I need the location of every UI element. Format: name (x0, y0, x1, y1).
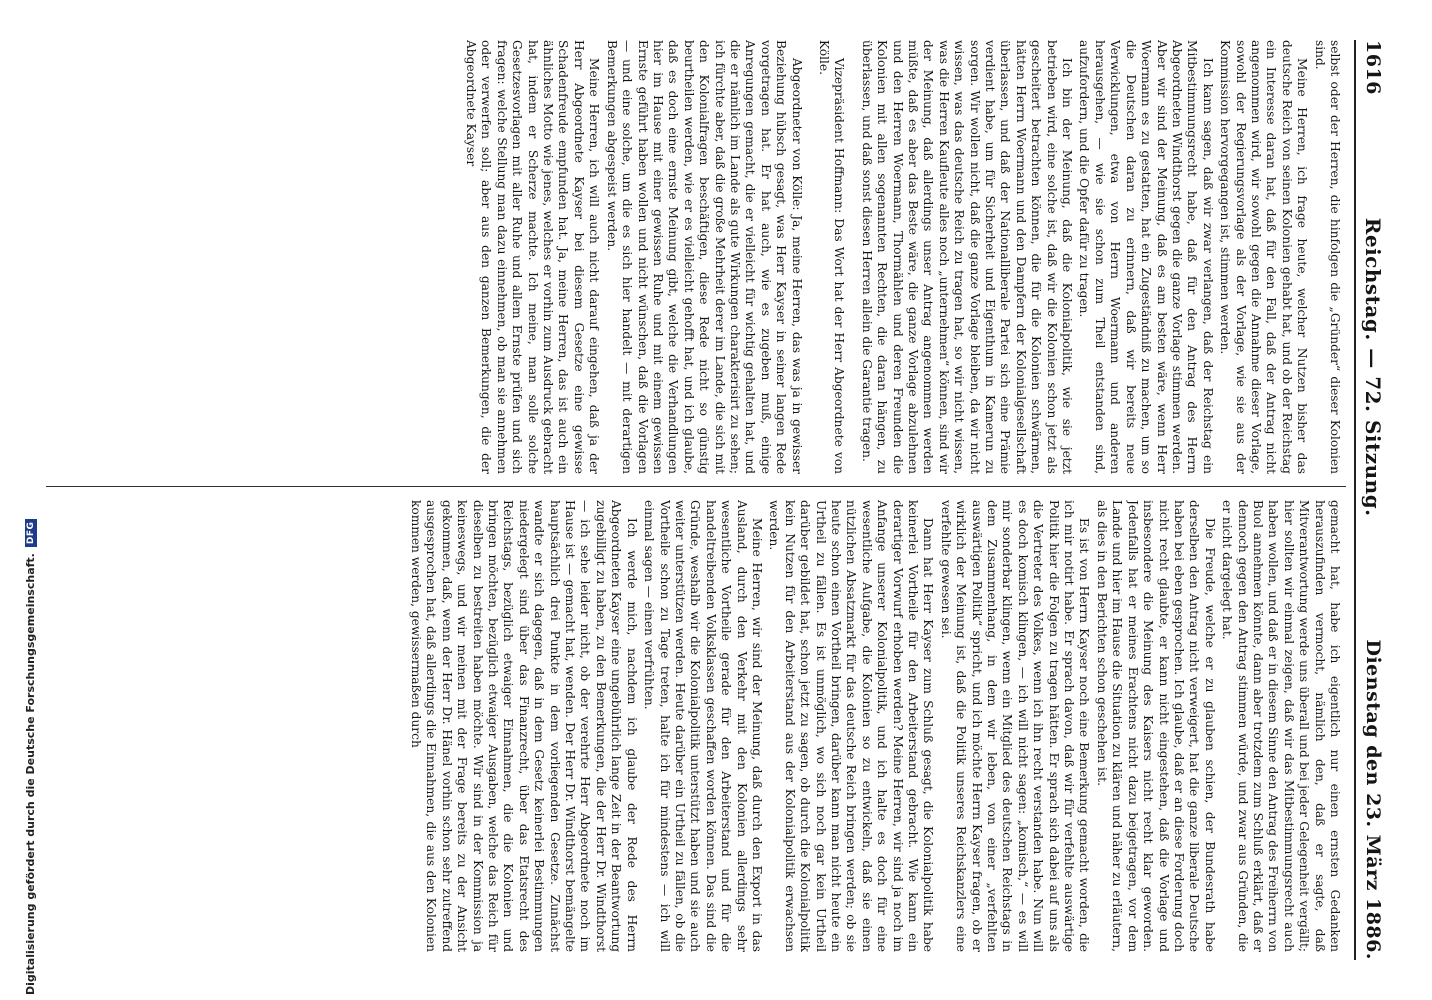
page-header (1354, 40, 1390, 960)
paragraph: Ich bin der Meinung, daß die Kolonialpolitik, wie sie jetzt betrieben wird, eine solche ist, daß wir die Kolonien schon jetzt als gescheitert betrachten können, die für die Kolonien schwärmen, hätten Herrn Woermann und den Dampfern der Kolonialgesellschaft überlassen, und daß der Nationalliberale Partei sich eine Prämie verdient habe, um für Sicherheit und Eigenthum in Kamerun zu sorgen. Wir wollen nicht, daß die ganze Vorlage bleiben, da wir nicht wissen, was das deutsche Reich zu tragen hat, so wir nicht wissen, was die Herren Kaufleute alles noch „unternehmen“ können, sind wir der Meinung, daß allerdings unser Antrag angenommen werden müßte, daß es aber das Beste wäre, die ganze Vorlage abzulehnen und den Herren Woermann, Thormählen und deren Freunden die Kolonien mit allen sogenannten Rechten, die daran hängen, zu überlassen, und daß sonst diesen Herren allein die Garantie tragen. (859, 40, 1075, 474)
column-divider (46, 486, 1346, 487)
paragraph: Meine Herren, ich will auch nicht darauf eingehen, daß ja der Herr Abgeordnete Kayser bei diesem Gesetze eine gewisse Schadenfreude empfunden hat. Ja, meine Herren, das ist auch ein ähnliches Motto wie jenes, welches er vorhin zum Ausdruck gebracht hat, indem er Scherze machte. Ich meine, man solle solche Gesetzesvorlagen mit aller Ruhe und allem Ernste prüfen und sich fragen: welche Stellung man dazu einnehmen, ob man sie annehmen oder verwerfen soll; aber aus den ganzen Bemerkungen, die der Abgeordnete Kayser (464, 40, 602, 474)
paragraph: Ich kann sagen, daß wir zwar verlangen, daß der Reichstag ein Mitbestimmungsrecht habe, daß für den Antrag des Herrn Abgeordneten Windthorst gegen die ganze Vorlage stimmen werden. Aber wir sind der Meinung, daß es am besten wäre, wenn Herr Woermann es zu gestatten, hat ein Zugeständniß zu machen, um so die Deutschen daran zu erinnern, daß wir bereits neue Verwicklungen, etwa von Herrn Woermann und anderen herausgehen, — wie sie schon zum Theil entstanden sind, aufzufordern, und die Opfer dafür zu tragen. (1077, 40, 1215, 474)
digitization-credit-text: Digitalisierung gefördert durch die Deutsche Forschungsgemeinschaft. (24, 553, 37, 995)
text-column-right (52, 500, 1342, 952)
paragraph-spacer (846, 40, 856, 474)
paragraph: Abgeordneter von Kölle: Ja, meine Herren, das was ja in gewisser Beziehung hübsch gesagt, was Herr Kayser in seiner langen Rede vorgetragen hat. Er hat auch, wie es zugeben muß, einige Anregungen gemacht, die er vielleicht für wichtig gehalten hat, und die er nämlich im Lande als gute Wirkungen charakterisirt zu sehen; ich fürchte aber, daß die große Mehrheit derer im Lande, die sich mit den Kolonialfragen beschäftigen, diese Rede nicht so günstig beurtheilen werden, wie er es vielleicht gehofft hat, und ich glaube, daß es doch eine ernste Meinung gibt, welche die Verhandlungen hier im Hause mit einer gewissen Ruhe und mit einem gewissen Ernste geführt haben wollen und nicht wünschen, daß die Vorlagen — und eine solche, um die es sich hier handelt — mit derartigen Bemerkungen abgespeist werden. (604, 40, 804, 474)
paragraph: Meine Herren, ich frage heute, welcher Nutzen bisher das deutsche Reich von seinen Kolonien gehabt hat, und ob der Reichstag ein Interesse daran hat, daß für den Fall, daß der Antrag nicht angenommen wird, wir sowohl gegen die Annahme dieser Vorlage, sowohl der Regierungsvorlage als der Vorlage, wie sie aus der Kommission hervorgegangen ist, stimmen werden. (1218, 40, 1310, 474)
dfg-logo: DFG (25, 519, 37, 548)
rotated-page (28, 0, 1408, 1000)
paragraph: selbst oder der Herren, die hinfolgen die „Gründer“ dieser Kolonien sind. (1312, 40, 1342, 474)
paragraph: Dann hat Herr Kayser zum Schluß gesagt, die Kolonialpolitik habe keinerlei Vortheile für den Arbeiterstand gebracht. Wie kann ein derartiger Vorwurf erhoben werden? Meine Herren, wir sind ja noch im Anfange unserer Kolonialpolitik, und ich halte es doch für eine wesentliche Aufgabe, die Kolonien so zu entwickeln, daß sie einen nützlichen Absatzmarkt für das deutsche Reich bringen werden; ob sie heute schon einen Vortheil bringen, darüber kann man nicht heute ein Urtheil zu fällen. Es ist unmöglich, wo sich noch gar kein Urtheil darüber gebildet hat, schon jetzt zu sagen, ob durch die Kolonialpolitik kein Nutzen für den Arbeiterstand aus der Kolonialpolitik erwachsen werden. (767, 500, 936, 952)
paragraph: Vizepräsident Hoffmann: Das Wort hat der Herr Abgeordnete von Kölle. (817, 40, 847, 474)
page-title: Reichstag. — 72. Sitzung. (1361, 217, 1385, 517)
paragraph: Ich werde mich, nachdem ich glaube der Rede des Herrn Abgeordneten Kayser eine ungebührlich lange Zeit in der Beantwortung zugebilligt zu haben, zu den Bemerkungen, die der Herr Dr. Windthorst — ich sehe leider nicht, ob der verehrte Herr Abgeordnete noch im Hause ist — gemacht hat, wenden. Der Herr Dr. Windthorst bemängelte hauptsächlich drei Punkte in dem vorliegenden Gesetze. Zunächst wandte er sich dagegen, daß in dem Gesetz keinerlei Bestimmungen niedergelegt sind über das Finanzrecht, über das Etatsrecht des Reichstags, bezüglich etwaiger Einnahmen, die die Kolonien und bringen möchten, bezüglich etwaiger Ausgaben, welche das Reich für dieselben zu bestreiten haben möchte. Wir sind in der Kommission ja keineswegs, und wir meinen mit der Frage bereits zu der Ansicht gekommen, daß, wenn der Herr Dr. Hänel vorhin schon sehr zutreffend ausgesprochen hat, daß allerdings die Einnahmen, die aus den Kolonien kommen werden, gewissermaßen durch (409, 500, 639, 952)
digitization-credit-strip (0, 0, 37, 1000)
paragraph-spacer (804, 40, 814, 474)
text-column-left (52, 40, 1342, 474)
page-number: 1616 (1362, 40, 1384, 95)
paragraph: Die Freude, welche er zu glauben schien, der Bundesrath habe derselben den Antrag nicht verweigert, hat die ganze liberale Deutsche haben bei eben gesprochen. Ich glaube, daß er an diese Forderung doch nicht recht glaubte, er kann nicht eingestehen, daß die Vorlage und insbesondere die Meinung des Kaisers nicht recht klar geworden. Jedenfalls hat er meines Erachtens nicht dazu beigetragen, vor dem Lande und hier im Hause die Situation zu klären und näher zu erläutern, als dies in den Berichten schon geschehen ist. (1094, 500, 1217, 952)
paragraph: Es ist von Herrn Kayser noch eine Bemerkung gemacht worden, die ich mir notirt habe. Er sprach davon, daß wir für verfehlte auswärtige Politik hier die Folgen zu tragen hätten. Er sprach sich dabei auf uns als die Vertreter des Volkes, wenn ich ihn recht verstanden habe. Nun will es doch komisch klingen, — ich will nicht sagen: „komisch,“ — es will mir sonderbar klingen, wenn ein Mitglied des deutschen Reichstags in dem Zusammenhang, in dem wir leben, von einer „verfehlten auswärtigen Politik“ spricht, und ich möchte Herrn Kayser fragen, ob er wirklich der Meinung ist, daß die Politik unseres Reichskanzlers eine verfehlte gewesen sei. (938, 500, 1092, 952)
session-date: Dienstag den 23. März 1886. (1362, 639, 1384, 960)
paragraph: Meine Herren, wir sind der Meinung, daß durch den Export in das Ausland, durch den Verkehr mit den Kolonien allerdings sehr wesentliche Vortheile gerade für den Arbeiterstand und für die handeltreibenden Volksklassen geschaffen worden können. Das sind die Gründe, weshalb wir die Kolonialpolitik unterstützt haben und sie auch weiter unterstützen werden. Heute darüber ein Urtheil zu fällen, ob die Vortheile schon zu Tage treten, halte ich für mindestens — ich will einmal sagen — einen verfrühten. (642, 500, 764, 952)
paragraph: gemacht hat, habe ich eigentlich nur einen ernsten Gedanken herauszufinden vermocht, nämlich den, daß er sagte, daß Mitverantwortung werde uns überall und bei jeder Gelegenheit vergällt; hier sollten wir einmal zeigen, daß wir das Mitbestimmungsrecht auch haben wollen, und daß er in diesem Sinne den Antrag des Freiherrn von Buol annehmen könnte, dann aber trotzdem zum Schluß erklärt, daß er dennoch gegen den Antrag stimmen würde, und zwar aus Gründen, die er nicht dargelegt hat. (1220, 500, 1342, 952)
